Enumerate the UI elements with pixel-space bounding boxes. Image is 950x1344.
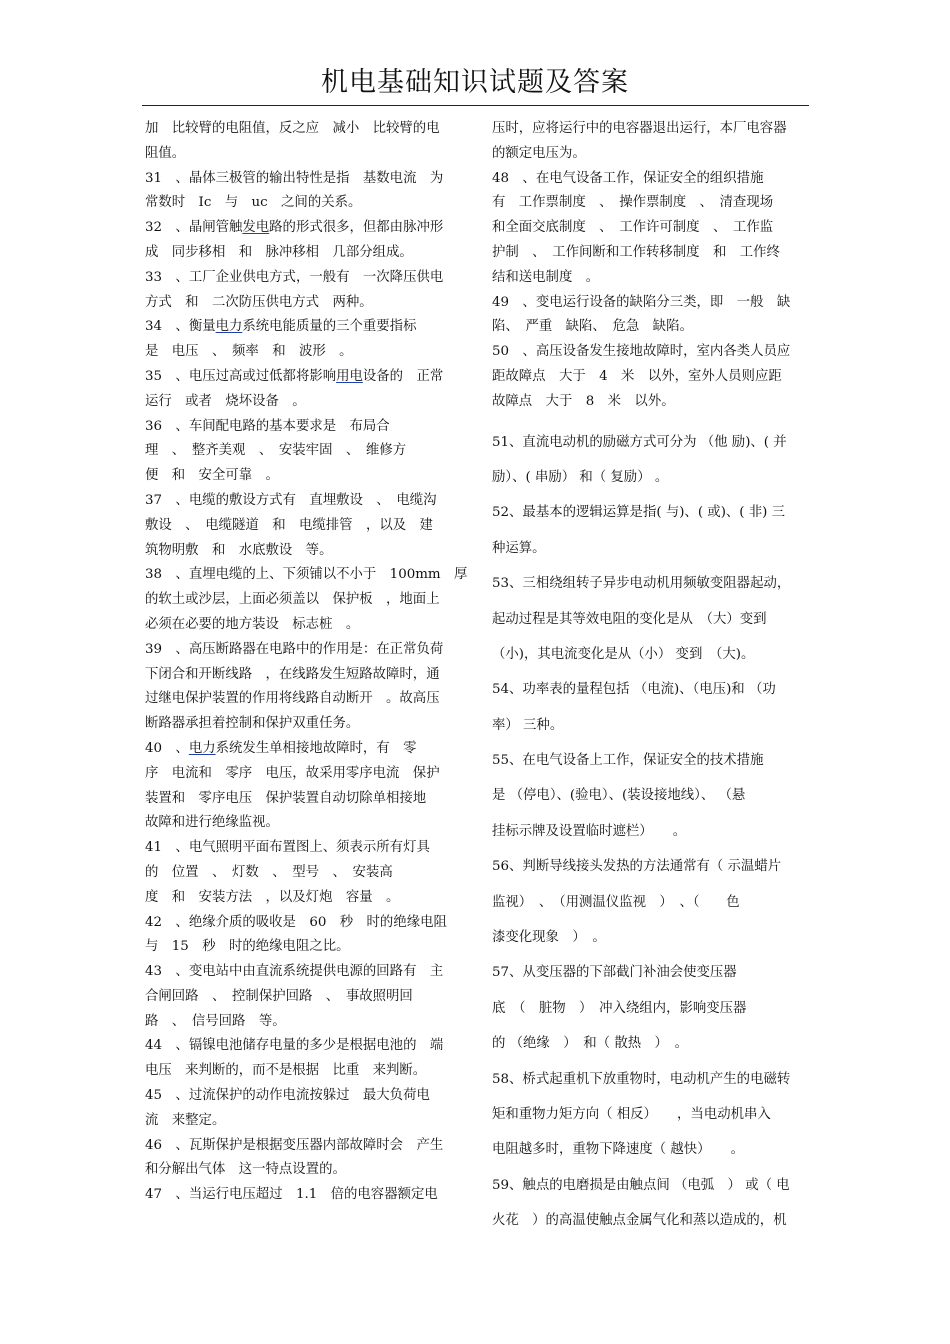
left-column — [145, 117, 468, 1208]
text-line: 47 、当运行电压超过 1.1 倍的电容器额定电 — [145, 1187, 438, 1203]
text-line: 和分解出气体 这一特点设置的。 — [145, 1162, 346, 1178]
text-line: 31 、晶体三极管的输出特性是指 基数电流 为 — [145, 170, 444, 186]
text-line: 运行 或者 烧坏设备 。 — [145, 393, 306, 409]
text-line: 35 、电压过高或过低都将影响用电设备的 正常 — [145, 368, 444, 384]
text-line: 加 比较臂的电阻值，反之应 减小 比较臂的电 — [145, 121, 440, 136]
text-line: 45 、过流保护的动作电流按躲过 最大负荷电 — [145, 1088, 430, 1104]
text-line: 37 、电缆的敷设方式有 直埋敷设 、 电缆沟 — [145, 492, 437, 508]
text-line: 的 位置 、 灯数 、 型号 、 安装高 — [145, 864, 393, 880]
underlined-term: 用电 — [336, 368, 363, 384]
text-line: 58、桥式起重机下放重物时，电动机产生的电磁转 — [492, 1071, 791, 1087]
text-line: 励）、( 串励） 和（ 复励） 。 — [492, 469, 669, 485]
text-line: 59、触点的电磨损是由触点间 （电弧 ） 或（ 电 — [492, 1177, 790, 1193]
underlined-term: 发电 — [242, 220, 270, 236]
text-line: 合闸回路 、 控制保护回路 、 事故照明回 — [145, 988, 413, 1004]
text-line: 34 、衡量电力系统电能质量的三个重要指标 — [145, 319, 417, 335]
page-title: 机电基础知识试题及答案 — [321, 67, 629, 98]
text-line: 55、在电气设备上工作，保证安全的技术措施 — [492, 753, 764, 769]
text-line: 矩和重物力矩方向（ 相反） ，当电动机串入 — [492, 1106, 771, 1122]
underlined-term: 电力 — [215, 319, 243, 335]
text-line: 40 、电力系统发生单相接地故障时，有 零 — [145, 740, 417, 756]
text-line: 44 、镉镍电池储存电量的多少是根据电池的 端 — [145, 1038, 444, 1054]
text-line: 路 、 信号回路 等。 — [145, 1013, 286, 1029]
text-line: 压时，应将运行中的电容器退出运行，本厂电容器 — [492, 121, 787, 136]
text-line: 电压 来判断的，而不是根据 比重 来判断。 — [145, 1063, 427, 1079]
text-line: 阻值。 — [145, 145, 186, 161]
text-line: 的 （绝缘 ） 和（ 散热 ） 。 — [492, 1036, 688, 1052]
text-line: 36 、车间配电路的基本要求是 布局合 — [145, 418, 390, 434]
text-line: 43 、变电站中由直流系统提供电源的回路有 主 — [145, 964, 444, 980]
text-line: 和全面交底制度 、 工作许可制度 、 工作监 — [492, 220, 774, 236]
text-line: 漆变化现象 ） 。 — [492, 930, 606, 946]
text-line: 起动过程是其等效电阻的变化是从 （大）变到 — [492, 611, 767, 627]
text-line: 54、功率表的量程包括 （电流)、（电压)和 （功 — [492, 682, 776, 698]
text-line: 距故障点 大于 4 米 以外，室外人员则应距 — [492, 368, 782, 384]
text-line: 过继电保护装置的作用将线路自动断开 。故高压 — [145, 691, 440, 707]
text-line: 敷设 、 电缆隧道 和 电缆排管 ，以及 建 — [145, 517, 433, 533]
text-line: 装置和 零序电压 保护装置自动切除单相接地 — [145, 790, 427, 806]
text-line: 是 （停电）、(验电）、(装设接地线）、 （悬 — [492, 788, 746, 804]
text-line: 理 、 整齐美观 、 安装牢固 、 维修方 — [145, 443, 407, 459]
text-line: 挂标示牌及设置临时遮栏） 。 — [492, 823, 687, 839]
text-line: 49 、变电运行设备的缺陷分三类，即 一般 缺 — [492, 294, 791, 310]
text-line: 48 、在电气设备工作，保证安全的组织措施 — [492, 170, 764, 186]
text-line: 度 和 安装方法 ，以及灯炮 容量 。 — [145, 889, 400, 905]
text-line: 52、最基本的逻辑运算是指( 与)、( 或)、( 非) 三 — [492, 505, 786, 521]
text-line: 火花 ）的高温使触点金属气化和蒸以造成的，机 — [492, 1213, 787, 1229]
text-line: 51、直流电动机的励磁方式可分为 （他 励)、( 并 — [492, 434, 787, 450]
text-line: 必须在必要的地方装设 标志桩 。 — [145, 616, 360, 632]
text-line: 结和送电制度 。 — [492, 269, 600, 285]
text-line: 方式 和 二次防压供电方式 两种。 — [145, 294, 373, 310]
text-line: 序 电流和 零序 电压，故采用零序电流 保护 — [145, 765, 440, 781]
underlined-term: 电力 — [188, 740, 216, 756]
right-column — [492, 117, 810, 1239]
text-line: 率） 三种。 — [492, 717, 564, 733]
text-line: 38 、直埋电缆的上、下须铺以不小于 100mm 厚 — [145, 567, 468, 583]
text-line: 监视） 、 （用测温仪监视 ） 、（ 色 — [492, 894, 740, 910]
text-line: 39 、高压断路器在电路中的作用是：在正常负荷 — [145, 641, 444, 657]
text-line: 的额定电压为。 — [492, 145, 586, 161]
title-divider — [142, 105, 809, 106]
text-line: 57、从变压器的下部截门补油会使变压器 — [492, 965, 737, 981]
text-line: 与 15 秒 时的绝缘电阻之比。 — [145, 939, 350, 955]
text-line: 断路器承担着控制和保护双重任务。 — [145, 716, 360, 732]
text-line: 32 、晶闸管触发电路的形式很多，但都由脉冲形 — [145, 220, 444, 236]
text-line: 种运算。 — [492, 540, 546, 556]
text-line: 33 、工厂企业供电方式，一般有 一次降压供电 — [145, 269, 444, 285]
text-line: 故障点 大于 8 米 以外。 — [492, 393, 675, 409]
text-line: 50 、高压设备发生接地故障时，室内各类人员应 — [492, 344, 791, 360]
text-line: 46 、瓦斯保护是根据变压器内部故障时会 产生 — [145, 1137, 444, 1153]
text-line: 底 （ 脏物 ） 冲入绕组内，影响变压器 — [492, 1000, 747, 1016]
text-line: 护制 、 工作间断和工作转移制度 和 工作终 — [492, 244, 780, 260]
text-line: 筑物明敷 和 水底敷设 等。 — [145, 542, 333, 558]
text-line: 常数时 Ic 与 uc 之间的关系。 — [145, 195, 362, 211]
text-line: 便 和 安全可靠 。 — [145, 468, 279, 484]
text-line: 56、判断导线接头发热的方法通常有（ 示温蜡片 — [492, 859, 782, 875]
text-line: 流 来整定。 — [145, 1112, 226, 1128]
text-line: 电阻越多时，重物下降速度（ 越快） 。 — [492, 1142, 744, 1158]
text-line: 陷、 严重 缺陷、 危急 缺陷。 — [492, 319, 693, 335]
text-line: 53、三相绕组转子异步电动机用频敏变阻器起动， — [492, 576, 791, 592]
text-line: 是 电压 、 频率 和 波形 。 — [145, 344, 353, 360]
text-line: 下闭合和开断线路 ，在线路发生短路故障时，通 — [145, 666, 440, 682]
text-line: 41 、电气照明平面布置图上、须表示所有灯具 — [145, 840, 430, 856]
spacer — [492, 415, 810, 425]
text-line: 成 同步移相 和 脉冲移相 几部分组成。 — [145, 244, 413, 260]
text-line: 故障和进行绝缘监视。 — [145, 815, 279, 831]
text-line: 的软土或沙层，上面必须盖以 保护板 ，地面上 — [145, 592, 440, 608]
text-line: 有 工作票制度 、 操作票制度 、 清查现场 — [492, 195, 774, 211]
text-line: 42 、绝缘介质的吸收是 60 秒 时的绝缘电阻 — [145, 914, 447, 930]
text-line: （小)，其电流变化是从（小） 变到 （大)。 — [492, 646, 755, 662]
